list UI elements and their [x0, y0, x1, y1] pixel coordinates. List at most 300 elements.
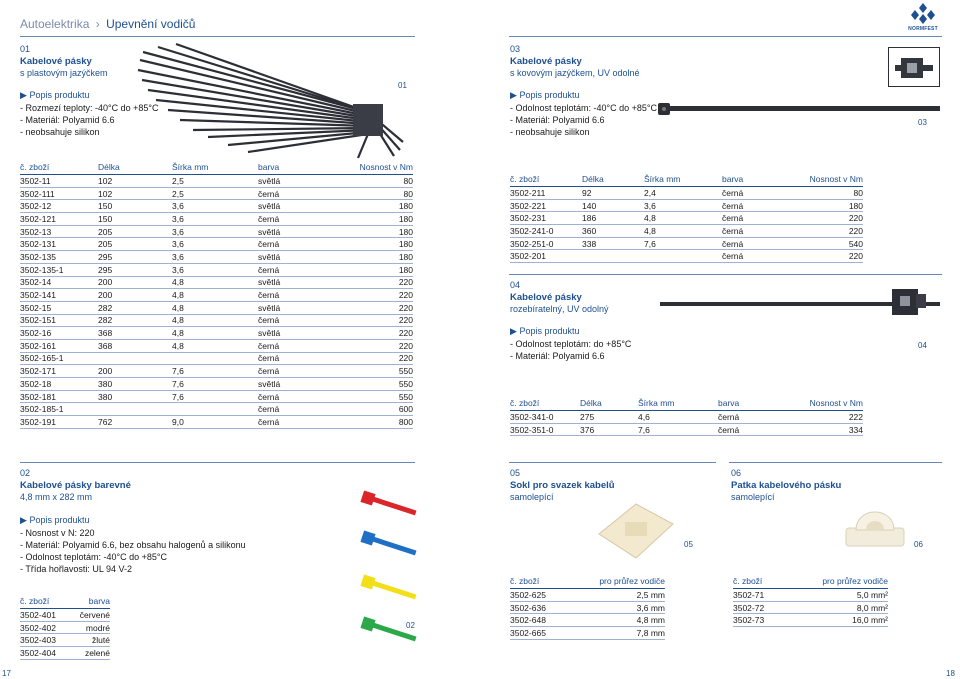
- section-03-title: Kabelové pásky: [510, 56, 582, 67]
- col-header-nosnost: Nosnost v Nm: [788, 396, 863, 411]
- table-cell: černá: [258, 365, 330, 378]
- table-06-body: [733, 589, 888, 627]
- section-04-title: Kabelové pásky: [510, 292, 582, 303]
- triangle-right-icon: ▶: [20, 90, 27, 100]
- col-header-sirka: Šírka mm: [644, 172, 722, 187]
- table-cell: 220: [792, 250, 863, 263]
- table-row: [510, 225, 863, 238]
- table-cell: 338: [582, 237, 644, 250]
- table-row: [733, 589, 888, 602]
- col-header-cislo: č. zboží: [20, 160, 98, 175]
- table-cell: 7,6: [644, 237, 722, 250]
- section-06-title: Patka kabelového pásku: [731, 480, 842, 491]
- section-04-subtitle: rozebíratelný, UV odolný: [510, 304, 609, 314]
- section-03-popis: [510, 90, 579, 101]
- table-cell: černá: [258, 213, 330, 226]
- table-cell: světlá: [258, 378, 330, 391]
- section-02-top-line: [20, 462, 415, 463]
- section-06-subtitle: samolepící: [731, 492, 775, 502]
- table-cell: 7,6: [172, 390, 258, 403]
- table-cell: 9,0: [172, 416, 258, 429]
- table-cell: černá: [258, 263, 330, 276]
- table-row: [20, 251, 413, 264]
- table-cell: černá: [258, 314, 330, 327]
- section-02-popis: [20, 515, 89, 526]
- section-02-line-4: - Třída hořlavosti: UL 94 V-2: [20, 564, 133, 574]
- table-cell: 3502-221: [510, 199, 582, 212]
- table-row: [510, 187, 863, 200]
- table-cell: 180: [330, 213, 413, 226]
- table-cell: 3502-403: [20, 634, 78, 647]
- table-cell: 4,8: [172, 301, 258, 314]
- table-cell: 3502-135: [20, 251, 98, 264]
- table-cell: 200: [98, 365, 172, 378]
- table-cell: 220: [330, 339, 413, 352]
- section-06-top-line: [729, 462, 942, 463]
- table-cell: světlá: [258, 251, 330, 264]
- popis-label: Popis produktu: [519, 90, 580, 100]
- popis-label: Popis produktu: [519, 326, 580, 336]
- cable-tie-head-zoom-image: [888, 47, 940, 87]
- section-05-title: Sokl pro svazek kabelů: [510, 480, 615, 491]
- table-cell: 368: [98, 327, 172, 340]
- table-cell: 220: [330, 276, 413, 289]
- releasable-cable-tie-image: [660, 284, 940, 324]
- table-row: [510, 237, 863, 250]
- table-cell: 3502-12: [20, 200, 98, 213]
- table-cell: 180: [330, 200, 413, 213]
- section-02-line-2: - Materiál: Polyamid 6.6, bez obsahu halogenů a silikonu: [20, 540, 246, 550]
- table-cell: černá: [722, 250, 792, 263]
- table-cell: 550: [330, 390, 413, 403]
- table-cell: 80: [792, 187, 863, 200]
- col-header-delka: Délka: [580, 396, 638, 411]
- table-cell: 3502-111: [20, 187, 98, 200]
- section-04-number: 04: [510, 280, 521, 290]
- image-05-label: 05: [684, 540, 693, 549]
- table-cell: 4,6: [638, 411, 718, 424]
- table-row: [510, 199, 863, 212]
- table-05-body: [510, 589, 665, 640]
- table-cell: 3502-171: [20, 365, 98, 378]
- table-cell: 600: [330, 403, 413, 416]
- triangle-right-icon: ▶: [20, 515, 27, 525]
- normfest-logo: [905, 2, 941, 32]
- table-cell: 220: [330, 301, 413, 314]
- section-03-line-1: - Odolnost teplotám: -40°C do +85°C: [510, 103, 658, 113]
- table-cell: 3502-665: [510, 627, 580, 640]
- table-cell: černá: [258, 339, 330, 352]
- table-cell: [172, 352, 258, 365]
- table-cell: 3502-211: [510, 187, 582, 200]
- col-header-cislo: č. zboží: [733, 574, 803, 589]
- table-row: [20, 175, 413, 188]
- cable-ties-bundle-image: [118, 42, 408, 160]
- section-04-line-2: - Materiál: Polyamid 6.6: [510, 351, 605, 361]
- table-cell: 540: [792, 237, 863, 250]
- table-cell: 222: [788, 411, 863, 424]
- section-02-subtitle: 4,8 mm x 282 mm: [20, 492, 93, 502]
- table-cell: 16,0 mm²: [803, 614, 888, 627]
- table-row: [20, 225, 413, 238]
- table-cell: 3502-185-1: [20, 403, 98, 416]
- table-cell: 3,6 mm: [580, 601, 665, 614]
- table-row: [20, 352, 413, 365]
- table-row: [20, 634, 110, 647]
- table-cell: 80: [330, 187, 413, 200]
- table-cell: 180: [330, 238, 413, 251]
- section-04-line-1: - Odolnost teplotám: do +85°C: [510, 339, 632, 349]
- section-03-line-3: - neobsahuje silikon: [510, 127, 590, 137]
- table-cell: modré: [78, 621, 110, 634]
- section-06-number: 06: [731, 468, 742, 478]
- section-01-line-1: - Rozmezí teploty: -40°C do +85°C: [20, 103, 159, 113]
- table-cell: 3502-165-1: [20, 352, 98, 365]
- table-03: [510, 172, 863, 263]
- table-cell: 8,0 mm²: [803, 601, 888, 614]
- table-cell: černá: [722, 199, 792, 212]
- image-03-label: 03: [918, 118, 927, 127]
- table-cell: 3,6: [172, 251, 258, 264]
- table-cell: [644, 250, 722, 263]
- logo-text: NORMFEST: [908, 26, 938, 32]
- table-row: [20, 621, 110, 634]
- table-cell: 376: [580, 423, 638, 436]
- table-cell: 4,8: [172, 289, 258, 302]
- table-cell: 205: [98, 238, 172, 251]
- table-cell: 3502-404: [20, 647, 78, 660]
- table-cell: 200: [98, 289, 172, 302]
- table-cell: 3502-648: [510, 614, 580, 627]
- table-cell: 3502-251-0: [510, 237, 582, 250]
- table-05: [510, 574, 665, 640]
- table-cell: 550: [330, 378, 413, 391]
- table-cell: černá: [718, 423, 788, 436]
- section-05-number: 05: [510, 468, 521, 478]
- table-cell: 3502-241-0: [510, 225, 582, 238]
- table-cell: 800: [330, 416, 413, 429]
- table-cell: 3502-625: [510, 589, 580, 602]
- header-line-left: [20, 36, 415, 37]
- table-row: [20, 276, 413, 289]
- table-cell: černá: [258, 238, 330, 251]
- page-number-left: 17: [2, 669, 11, 678]
- table-cell: 180: [330, 251, 413, 264]
- table-row: [510, 614, 665, 627]
- col-header-cislo: č. zboží: [510, 574, 580, 589]
- table-03-body: [510, 187, 863, 263]
- table-cell: 380: [98, 390, 172, 403]
- table-cell: 3,6: [172, 238, 258, 251]
- col-header-cislo: č. zboží: [510, 396, 580, 411]
- table-cell: 7,8 mm: [580, 627, 665, 640]
- section-03-line-2: - Materiál: Polyamid 6.6: [510, 115, 605, 125]
- table-row: [20, 213, 413, 226]
- table-cell: černá: [258, 289, 330, 302]
- table-cell: černá: [258, 403, 330, 416]
- table-cell: 550: [330, 365, 413, 378]
- table-cell: 4,8: [172, 276, 258, 289]
- table-cell: černá: [722, 225, 792, 238]
- table-row: [20, 609, 110, 622]
- table-row: [20, 289, 413, 302]
- col-header-barva: barva: [78, 594, 110, 609]
- table-cell: 3502-351-0: [510, 423, 580, 436]
- table-04-body: [510, 411, 863, 436]
- table-cell: 3502-14: [20, 276, 98, 289]
- table-cell: 220: [792, 212, 863, 225]
- section-01-title: Kabelové pásky: [20, 56, 92, 67]
- table-01: [20, 160, 413, 429]
- table-row: [20, 403, 413, 416]
- table-cell: 80: [330, 175, 413, 188]
- table-row: [510, 627, 665, 640]
- table-cell: 3,6: [644, 199, 722, 212]
- table-cell: 180: [330, 225, 413, 238]
- table-cell: 150: [98, 200, 172, 213]
- table-cell: světlá: [258, 225, 330, 238]
- section-05-subtitle: samolepící: [510, 492, 554, 502]
- table-row: [20, 301, 413, 314]
- table-cell: 3502-18: [20, 378, 98, 391]
- table-cell: 220: [330, 289, 413, 302]
- table-cell: světlá: [258, 301, 330, 314]
- table-cell: 2,5: [172, 187, 258, 200]
- col-header-barva: barva: [258, 160, 330, 175]
- col-header-sirka: Šírka mm: [172, 160, 258, 175]
- table-cell: 334: [788, 423, 863, 436]
- section-01-line-3: - neobsahuje silikon: [20, 127, 100, 137]
- table-row: [20, 263, 413, 276]
- table-cell: 282: [98, 314, 172, 327]
- col-header-prurez: pro průřez vodiče: [580, 574, 665, 589]
- table-cell: 4,8 mm: [580, 614, 665, 627]
- table-cell: 5,0 mm²: [803, 589, 888, 602]
- table-cell: 380: [98, 378, 172, 391]
- section-04-top-line: [509, 274, 942, 275]
- table-cell: 2,5: [172, 175, 258, 188]
- table-cell: [582, 250, 644, 263]
- section-03-number: 03: [510, 44, 521, 54]
- breadcrumb-item-upevneni[interactable]: Upevnění vodičů: [106, 17, 196, 31]
- table-cell: černá: [722, 237, 792, 250]
- table-cell: [98, 403, 172, 416]
- table-row: [20, 647, 110, 660]
- table-cell: 3502-161: [20, 339, 98, 352]
- table-cell: 3,6: [172, 225, 258, 238]
- image-04-label: 04: [918, 341, 927, 350]
- cable-mount-base-image: [595, 500, 677, 562]
- section-02-line-3: - Odolnost teplotám: -40°C do +85°C: [20, 552, 168, 562]
- table-cell: 3502-71: [733, 589, 803, 602]
- table-cell: 3502-141: [20, 289, 98, 302]
- table-cell: 102: [98, 175, 172, 188]
- table-cell: 2,4: [644, 187, 722, 200]
- breadcrumb: [20, 17, 195, 31]
- table-cell: 102: [98, 187, 172, 200]
- col-header-prurez: pro průřez vodiče: [803, 574, 888, 589]
- table-cell: světlá: [258, 175, 330, 188]
- col-header-cislo: č. zboží: [20, 594, 78, 609]
- table-cell: černá: [722, 187, 792, 200]
- table-cell: 220: [330, 352, 413, 365]
- section-01-subtitle: s plastovým jazýčkem: [20, 68, 108, 78]
- table-cell: 3,6: [172, 200, 258, 213]
- col-header-delka: Délka: [98, 160, 172, 175]
- cable-tie-long-image: [658, 96, 940, 118]
- table-row: [20, 339, 413, 352]
- table-cell: 3502-131: [20, 238, 98, 251]
- table-cell: 3502-181: [20, 390, 98, 403]
- table-cell: 2,5 mm: [580, 589, 665, 602]
- section-03-subtitle: s kovovým jazýčkem, UV odolné: [510, 68, 640, 78]
- table-cell: 4,8: [644, 212, 722, 225]
- table-cell: 3502-121: [20, 213, 98, 226]
- col-header-nosnost: Nosnost v Nm: [330, 160, 413, 175]
- table-02-body: [20, 609, 110, 660]
- table-cell: světlá: [258, 276, 330, 289]
- popis-label: Popis produktu: [29, 515, 90, 525]
- table-row: [20, 314, 413, 327]
- col-header-nosnost: Nosnost v Nm: [792, 172, 863, 187]
- section-01-popis: [20, 90, 89, 101]
- table-cell: 220: [792, 225, 863, 238]
- image-02-label: 02: [406, 621, 415, 630]
- table-cell: zelené: [78, 647, 110, 660]
- table-cell: 7,6: [638, 423, 718, 436]
- table-cell: 4,8: [644, 225, 722, 238]
- table-cell: 275: [580, 411, 638, 424]
- table-row: [510, 589, 665, 602]
- table-06: [733, 574, 888, 627]
- table-cell: černá: [258, 352, 330, 365]
- table-cell: černá: [258, 187, 330, 200]
- table-cell: 3502-341-0: [510, 411, 580, 424]
- table-cell: černá: [258, 390, 330, 403]
- table-row: [510, 411, 863, 424]
- table-cell: 3502-151: [20, 314, 98, 327]
- table-cell: 3502-73: [733, 614, 803, 627]
- table-cell: černá: [722, 212, 792, 225]
- breadcrumb-separator: ›: [95, 17, 100, 31]
- table-cell: 3502-11: [20, 175, 98, 188]
- table-cell: 3502-636: [510, 601, 580, 614]
- table-row: [20, 187, 413, 200]
- section-02-line-1: - Nosnost v N: 220: [20, 528, 95, 538]
- table-cell: červené: [79, 609, 110, 620]
- table-cell: 4,8: [172, 339, 258, 352]
- triangle-right-icon: ▶: [510, 326, 517, 336]
- colored-cable-ties-image: [360, 488, 420, 656]
- table-04: [510, 396, 863, 436]
- table-cell: 3502-72: [733, 601, 803, 614]
- cable-tie-foot-image: [842, 500, 908, 552]
- table-cell: 295: [98, 263, 172, 276]
- col-header-barva: barva: [722, 172, 792, 187]
- table-row: [20, 378, 413, 391]
- table-cell: 3,6: [172, 213, 258, 226]
- table-cell: 7,6: [172, 365, 258, 378]
- section-02-title: Kabelové pásky barevné: [20, 480, 131, 491]
- table-cell: 200: [98, 276, 172, 289]
- table-cell: 360: [582, 225, 644, 238]
- table-cell: 180: [792, 199, 863, 212]
- table-cell: 3502-201: [510, 250, 582, 263]
- section-01-line-2: - Materiál: Polyamid 6.6: [20, 115, 115, 125]
- table-cell: 186: [582, 212, 644, 225]
- col-header-sirka: Šírka mm: [638, 396, 718, 411]
- table-cell: 3502-402: [20, 621, 78, 634]
- table-cell: 3502-13: [20, 225, 98, 238]
- table-row: [20, 365, 413, 378]
- col-header-barva: barva: [718, 396, 788, 411]
- table-cell: 220: [330, 314, 413, 327]
- page-number-right: 18: [946, 669, 955, 678]
- table-cell: 3502-191: [20, 416, 98, 429]
- table-cell: 3502-135-1: [20, 263, 98, 276]
- table-cell: [98, 352, 172, 365]
- table-row: [20, 416, 413, 429]
- section-01-number: 01: [20, 44, 31, 54]
- col-header-cislo: č. zboží: [510, 172, 582, 187]
- table-row: [20, 200, 413, 213]
- table-02: [20, 594, 110, 660]
- table-cell: 368: [98, 339, 172, 352]
- table-cell: 295: [98, 251, 172, 264]
- table-cell: 762: [98, 416, 172, 429]
- image-01-label: 01: [398, 81, 407, 90]
- table-cell: 4,8: [172, 314, 258, 327]
- table-cell: [172, 403, 258, 416]
- table-cell: 7,6: [172, 378, 258, 391]
- table-cell: 4,8: [172, 327, 258, 340]
- col-header-delka: Délka: [582, 172, 644, 187]
- table-row: [20, 390, 413, 403]
- table-01-body: [20, 175, 413, 429]
- section-05-top-line: [509, 462, 716, 463]
- triangle-right-icon: ▶: [510, 90, 517, 100]
- table-cell: 3502-231: [510, 212, 582, 225]
- table-row: [510, 423, 863, 436]
- table-cell: žluté: [78, 634, 110, 647]
- table-row: [20, 238, 413, 251]
- breadcrumb-item-autoelektrika[interactable]: Autoelektrika: [20, 17, 90, 31]
- table-cell: 220: [330, 327, 413, 340]
- table-cell: 180: [330, 263, 413, 276]
- table-cell: 3502-16: [20, 327, 98, 340]
- table-cell: 3,6: [172, 263, 258, 276]
- table-row: [733, 601, 888, 614]
- table-cell: světlá: [258, 200, 330, 213]
- table-cell: 150: [98, 213, 172, 226]
- table-row: [510, 212, 863, 225]
- image-06-label: 06: [914, 540, 923, 549]
- popis-label: Popis produktu: [29, 90, 90, 100]
- table-cell: světlá: [258, 327, 330, 340]
- table-cell: 140: [582, 199, 644, 212]
- table-cell: 3502-15: [20, 301, 98, 314]
- table-cell: 92: [582, 187, 644, 200]
- table-cell: 3502-401: [20, 609, 78, 622]
- table-cell: černá: [258, 416, 330, 429]
- section-02-number: 02: [20, 468, 31, 478]
- table-cell: černá: [718, 411, 788, 424]
- table-cell: 282: [98, 301, 172, 314]
- table-row: [20, 327, 413, 340]
- table-row: [510, 601, 665, 614]
- section-04-popis: [510, 326, 579, 337]
- table-cell: 205: [98, 225, 172, 238]
